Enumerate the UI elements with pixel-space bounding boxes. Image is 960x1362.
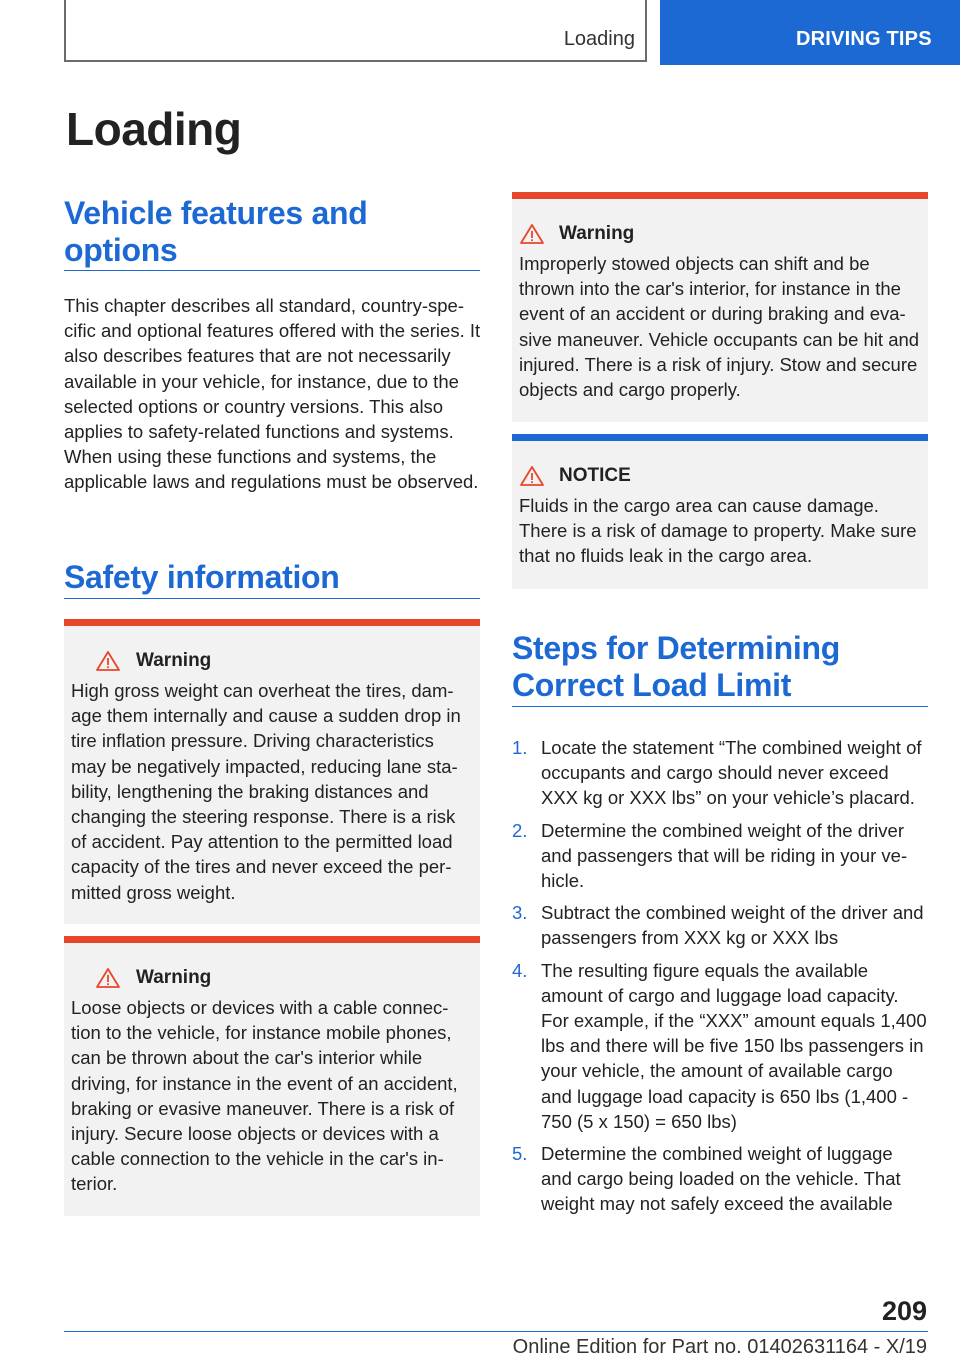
warning-text: High gross weight can overheat the tires, damage them internally and cause a sudden drop in tire inflation pressure. Driving characteristics may be negatively impacted, reducing lane stability, lengthening the braking distances and changing the steering response. There is a risk of accident. Pay attention to the permitted load capacity of the tires and never exceed the permitted gross weight. <box>71 680 461 903</box>
vehicle-features-heading: Vehicle features and options <box>64 195 368 268</box>
section-rule <box>512 706 928 707</box>
list-item <box>512 818 928 894</box>
header-left-frame <box>64 0 647 62</box>
footer-edition: Online Edition for Part no. 01402631164 - X/19 <box>512 1336 927 1358</box>
warning-box <box>64 936 480 1216</box>
step-number: 3. <box>512 902 528 924</box>
safety-heading: Safety information <box>64 559 340 595</box>
warning-text: Loose objects or devices with a cable connection to the vehicle, for instance mobile phones, can be thrown about the car's interior while driving, for instance in the event of an accident, braking or evasive maneuver. There is a risk of injury. Secure loose objects or devices with a cable connection to the vehicle in the car's interior. <box>71 997 458 1195</box>
page-number: 209 <box>881 1296 927 1326</box>
notice-title: NOTICE <box>559 465 631 486</box>
step-number: 1. <box>512 737 528 758</box>
vehicle-features-text: This chapter describes all standard, country-specific and optional features offered with the series. It also describes features that are not necessarily available in your vehicle, for instance, due to the selected options or country versions. This also applies to safety-related functions and systems. When using these functions and systems, the applicable laws and regulations must be observed. <box>64 295 481 493</box>
warning-box <box>64 619 480 924</box>
notice-box <box>512 434 928 589</box>
steps-list <box>512 735 928 1224</box>
page-title: Loading <box>66 103 242 155</box>
section-rule <box>64 598 480 599</box>
notice-triangle-icon <box>519 465 545 487</box>
warning-title: Warning <box>136 650 212 671</box>
list-item <box>512 958 928 1134</box>
step-text: Determine the combined weight of luggage and cargo being loaded on the vehicle. That weight may not safely exceed the available <box>541 1143 901 1215</box>
step-text: Subtract the combined weight of the driver and passengers from XXX kg or XXX lbs <box>541 902 924 949</box>
step-text: Determine the combined weight of the driver and passengers that will be riding in your vehicle. <box>541 819 908 892</box>
step-number: 5. <box>512 1143 528 1165</box>
step-number: 4. <box>512 959 528 981</box>
list-item <box>512 900 928 950</box>
warning-triangle-icon <box>519 223 545 245</box>
warning-box <box>512 192 928 422</box>
warning-text: Improperly stowed objects can shift and be thrown into the car's interior, for instance in the event of an accident or during braking and evasive maneuver. Vehicle occupants can be hit and injured. There is a risk of injury. Stow and secure objects and cargo properly. <box>519 253 920 401</box>
step-number: 2. <box>512 819 528 841</box>
footer-rule <box>64 1331 928 1332</box>
header-chapter-tab[interactable]: DRIVING TIPS <box>660 0 960 65</box>
step-text: The resulting figure equals the available amount of cargo and luggage load capacity. For example, if the “XXX” amount equals 1,400 lbs and there will be five 150 lbs passengers in your vehicle, the amount of available cargo and luggage load capacity is 650 lbs (1,400 - 750 (5 x 150) = 650 lbs) <box>541 959 927 1132</box>
list-item <box>512 1141 928 1217</box>
notice-text: Fluids in the cargo area can cause damage. There is a risk of damage to property. Make sure that no fluids leak in the cargo area. <box>519 495 917 567</box>
list-item <box>512 735 928 811</box>
step-text: Locate the statement “The combined weight of occupants and cargo should never exceed XXX kg or XXX lbs” on your vehicle’s placard. <box>541 737 922 809</box>
steps-heading: Steps for Determining Correct Load Limit <box>512 630 840 703</box>
warning-triangle-icon <box>95 967 121 989</box>
header-section-label: Loading <box>563 28 635 50</box>
section-rule <box>64 270 480 271</box>
warning-triangle-icon <box>95 650 121 672</box>
warning-title: Warning <box>136 967 212 988</box>
warning-title: Warning <box>559 223 635 244</box>
